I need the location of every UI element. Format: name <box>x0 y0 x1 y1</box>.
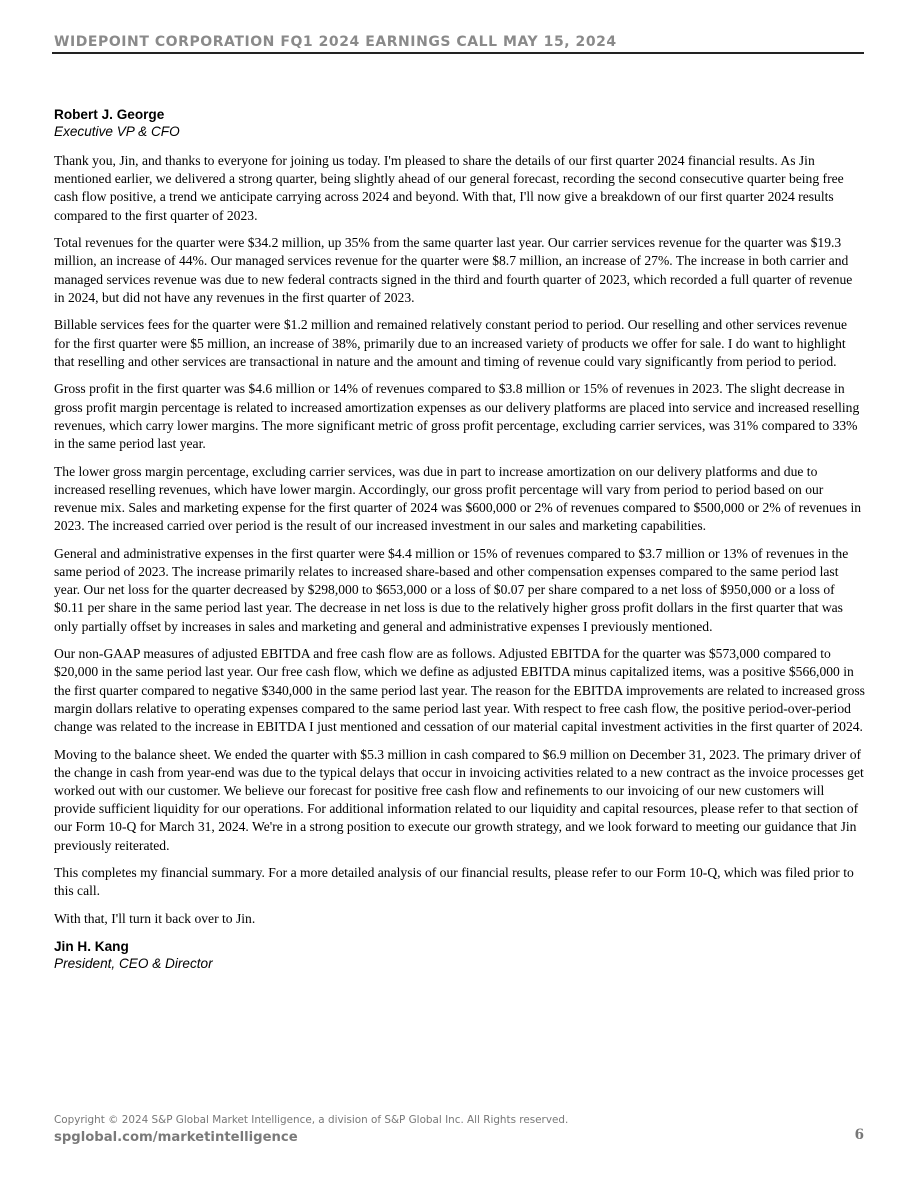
speaker-header <box>54 938 866 972</box>
footer-website-link[interactable]: spglobal.com/marketintelligence <box>54 1130 298 1145</box>
footer-copyright: Copyright © 2024 S&P Global Market Intelligence, a division of S&P Global Inc. All Rights reserved. <box>54 1114 569 1126</box>
speaker-title: Executive VP & CFO <box>54 124 180 139</box>
speaker-name: Robert J. George <box>54 107 165 122</box>
transcript-paragraph: The lower gross margin percentage, excluding carrier services, was due in part to increase amortization on our delivery platforms and due to increased reselling revenues, which have lower margin. Accordingly, our gross profit percentage will vary from period to period based on our revenue mix. Sales and marketing expense for the first quarter of 2024 was $600,000 or 2% of revenues compared to $500,000 or 2% of revenues in 2023. The increased carried over period is the result of our increased investment in our sales and marketing capabilities. <box>54 463 862 534</box>
transcript-paragraph: Moving to the balance sheet. We ended the quarter with $5.3 million in cash compared to $6.9 million on December 31, 2023. The primary driver of the change in cash from year-end was due to the typical delays that occur in invoicing activities related to a new contract as the invoice processes get worked out with our customer. We believe our forecast for positive free cash flow and refinements to our invoicing of our new customers will provide sufficient liquidity for our operations. For additional information related to our liquidity and capital resources, please refer to that section of our Form 10-Q for March 31, 2024. We're in a strong position to execute our growth strategy, and we look forward to meeting our guidance that Jin previously reiterated. <box>54 746 864 853</box>
transcript-paragraph: With that, I'll turn it back over to Jin. <box>54 911 256 927</box>
page-number: 6 <box>854 1127 864 1143</box>
document-header-title: WIDEPOINT CORPORATION FQ1 2024 EARNINGS CALL MAY 15, 2024 <box>54 34 617 50</box>
header-divider <box>52 52 864 54</box>
transcript-paragraph: Gross profit in the first quarter was $4.6 million or 14% of revenues compared to $3.8 million or 15% of revenues in 2023. The slight decrease in gross profit margin percentage is related to increased amortization expenses as our delivery platforms are placed into service and increased reselling revenues, which carry lower margins. The more significant metric of gross profit percentage, excluding carrier services, was 31% compared to 33% in the same period last year. <box>54 381 860 452</box>
speaker-name: Jin H. Kang <box>54 939 129 955</box>
speaker-title: President, CEO & Director <box>54 956 213 972</box>
transcript-paragraph: General and administrative expenses in the first quarter were $4.4 million or 15% of revenues compared to $3.7 million or 13% of revenues in the same period of 2023. The increase primarily relates to increased share-based and other compensation expenses compared to the same period last year. Our net loss for the quarter decreased by $298,000 to $653,000 or a loss of $0.07 per share compared to a net loss of $950,000 or a loss of $0.11 per share in the same period last year. The decrease in net loss is due to the relatively higher gross profit dollars in the first quarter that was only partially offset by increases in sales and marketing and general and administrative expenses I previously mentioned. <box>54 545 849 634</box>
transcript-paragraph: This completes my financial summary. For a more detailed analysis of our financial results, please refer to our Form 10-Q, which was filed prior to this call. <box>54 865 854 899</box>
transcript-paragraph: Thank you, Jin, and thanks to everyone for joining us today. I'm pleased to share the details of our first quarter 2024 financial results. As Jin mentioned earlier, we delivered a strong quarter, being slightly ahead of our general forecast, recording the second consecutive quarter being free cash flow positive, a trend we anticipate carrying across 2024 and beyond. With that, I'll now give a breakdown of our first quarter 2024 results compared to the first quarter of 2023. <box>54 153 844 223</box>
transcript-paragraph: Billable services fees for the quarter were $1.2 million and remained relatively constant period to period. Our reselling and other services revenue for the first quarter were $5 million, an increase of 38%, primarily due to an increased variety of products we offer for sale. I do want to highlight that reselling and other services are transactional in nature and the amount and timing of revenue could vary significantly from period to period. <box>54 317 848 369</box>
transcript-paragraph: Total revenues for the quarter were $34.2 million, up 35% from the same quarter last year. Our carrier services revenue for the quarter was $19.3 million, an increase of 44%. Our managed services revenue for the quarter were $8.7 million, an increase of 27%. The increase in both carrier and managed services revenue was due to new federal contracts signed in the third and fourth quarter of 2023, which recorded a full quarter of revenue in 2024, but did not have any revenues in the first quarter of 2023. <box>54 235 853 305</box>
transcript-paragraph: Our non-GAAP measures of adjusted EBITDA and free cash flow are as follows. Adjusted EBITDA for the quarter was $573,000 compared to $20,000 in the same period last year. Our free cash flow, which we define as adjusted EBITDA minus capitalized items, was a positive $566,000 in the first quarter compared to negative $340,000 in the same period last year. The reason for the EBITDA improvements are related to increased gross margin dollars relative to operating expenses compared to the same period last year. With respect to free cash flow, the positive period-over-period change was related to the increase in EBITDA I just mentioned and cessation of our material capital investment activities in the first quarter of 2024. <box>54 646 865 735</box>
speaker-header <box>54 106 866 140</box>
transcript-body <box>54 106 866 972</box>
